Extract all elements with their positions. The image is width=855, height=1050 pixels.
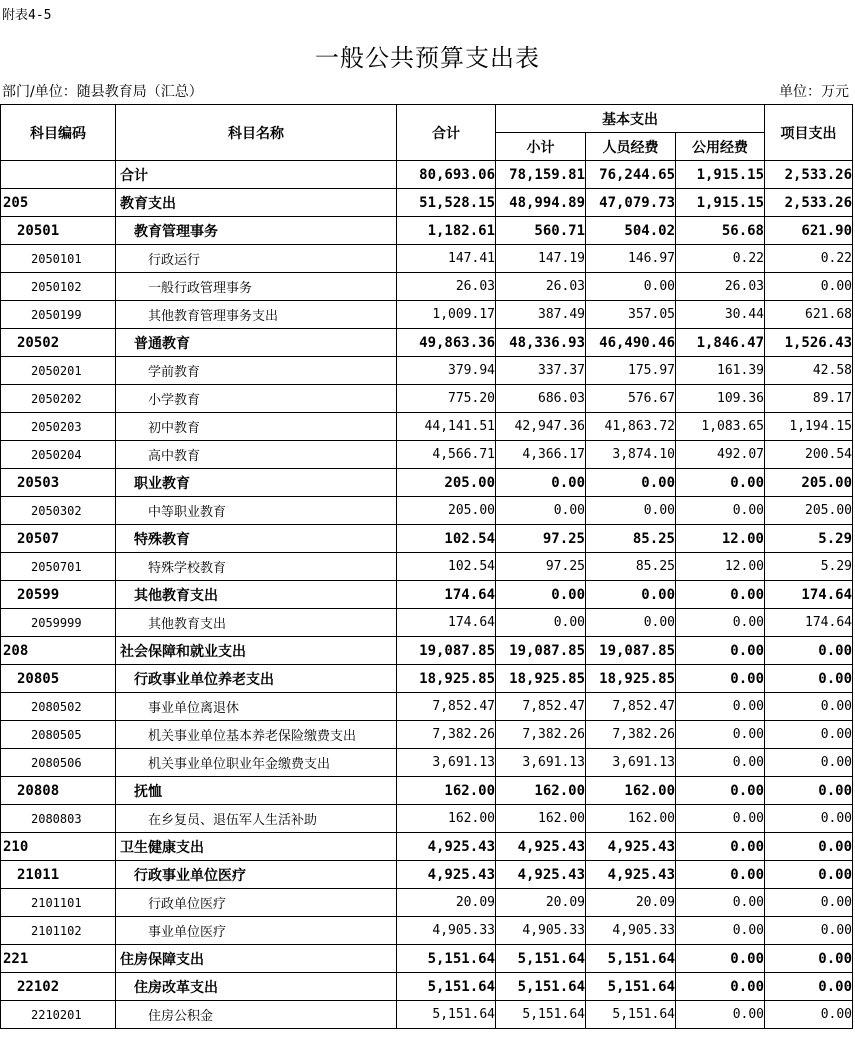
cell-total: 775.20	[397, 385, 496, 413]
cell-project: 1,194.15	[765, 413, 853, 441]
cell-total: 7,382.26	[397, 721, 496, 749]
cell-subtotal: 0.00	[496, 497, 586, 525]
cell-project: 89.17	[765, 385, 853, 413]
cell-public: 30.44	[676, 301, 765, 329]
cell-subtotal: 7,382.26	[496, 721, 586, 749]
table-row	[1, 861, 853, 889]
cell-name: 机关事业单位职业年金缴费支出	[116, 749, 397, 777]
cell-subtotal: 387.49	[496, 301, 586, 329]
cell-name: 其他教育支出	[116, 581, 397, 609]
header-basic: 基本支出	[496, 105, 765, 133]
table-row	[1, 693, 853, 721]
cell-total: 4,925.43	[397, 861, 496, 889]
cell-project: 1,526.43	[765, 329, 853, 357]
cell-subtotal: 0.00	[496, 581, 586, 609]
cell-name: 小学教育	[116, 385, 397, 413]
cell-project: 0.22	[765, 245, 853, 273]
cell-total: 26.03	[397, 273, 496, 301]
cell-subtotal: 97.25	[496, 553, 586, 581]
cell-public: 0.00	[676, 917, 765, 945]
cell-code: 2101102	[1, 917, 116, 945]
cell-total: 7,852.47	[397, 693, 496, 721]
cell-subtotal: 48,336.93	[496, 329, 586, 357]
cell-personnel: 7,852.47	[586, 693, 676, 721]
cell-code: 2210201	[1, 1001, 116, 1029]
cell-total: 162.00	[397, 805, 496, 833]
cell-total: 205.00	[397, 497, 496, 525]
cell-subtotal: 560.71	[496, 217, 586, 245]
cell-personnel: 41,863.72	[586, 413, 676, 441]
cell-code	[1, 161, 116, 189]
cell-public: 109.36	[676, 385, 765, 413]
cell-name: 事业单位离退休	[116, 693, 397, 721]
cell-public: 0.00	[676, 777, 765, 805]
cell-public: 0.00	[676, 637, 765, 665]
cell-code: 2050102	[1, 273, 116, 301]
cell-name: 普通教育	[116, 329, 397, 357]
cell-personnel: 162.00	[586, 805, 676, 833]
cell-personnel: 7,382.26	[586, 721, 676, 749]
cell-total: 51,528.15	[397, 189, 496, 217]
cell-public: 12.00	[676, 525, 765, 553]
cell-project: 0.00	[765, 973, 853, 1001]
cell-project: 174.64	[765, 581, 853, 609]
table-body	[1, 161, 853, 1029]
cell-personnel: 5,151.64	[586, 1001, 676, 1029]
cell-name: 中等职业教育	[116, 497, 397, 525]
cell-public: 1,846.47	[676, 329, 765, 357]
cell-name: 教育管理事务	[116, 217, 397, 245]
header-name: 科目名称	[116, 105, 397, 161]
cell-code: 2059999	[1, 609, 116, 637]
cell-project: 0.00	[765, 945, 853, 973]
table-row	[1, 945, 853, 973]
cell-code: 2101101	[1, 889, 116, 917]
cell-code: 20805	[1, 665, 116, 693]
table-row	[1, 469, 853, 497]
cell-public: 0.00	[676, 497, 765, 525]
cell-personnel: 146.97	[586, 245, 676, 273]
cell-subtotal: 42,947.36	[496, 413, 586, 441]
cell-name: 住房改革支出	[116, 973, 397, 1001]
cell-total: 18,925.85	[397, 665, 496, 693]
cell-total: 1,009.17	[397, 301, 496, 329]
cell-total: 102.54	[397, 525, 496, 553]
cell-public: 0.00	[676, 469, 765, 497]
table-row	[1, 301, 853, 329]
cell-personnel: 0.00	[586, 581, 676, 609]
cell-project: 0.00	[765, 749, 853, 777]
cell-subtotal: 162.00	[496, 805, 586, 833]
cell-public: 0.00	[676, 973, 765, 1001]
cell-subtotal: 147.19	[496, 245, 586, 273]
cell-personnel: 46,490.46	[586, 329, 676, 357]
table-row	[1, 413, 853, 441]
cell-public: 0.00	[676, 665, 765, 693]
cell-code: 2050701	[1, 553, 116, 581]
cell-total: 4,566.71	[397, 441, 496, 469]
cell-personnel: 19,087.85	[586, 637, 676, 665]
page-title: 一般公共预算支出表	[315, 44, 540, 72]
cell-personnel: 175.97	[586, 357, 676, 385]
cell-personnel: 18,925.85	[586, 665, 676, 693]
cell-code: 2080803	[1, 805, 116, 833]
cell-code: 221	[1, 945, 116, 973]
table-number: 附表4-5	[2, 8, 52, 23]
cell-public: 0.00	[676, 721, 765, 749]
table-row	[1, 441, 853, 469]
cell-name: 其他教育管理事务支出	[116, 301, 397, 329]
cell-total: 1,182.61	[397, 217, 496, 245]
cell-subtotal: 4,366.17	[496, 441, 586, 469]
table-row	[1, 609, 853, 637]
cell-name: 机关事业单位基本养老保险缴费支出	[116, 721, 397, 749]
cell-project: 0.00	[765, 637, 853, 665]
cell-name: 教育支出	[116, 189, 397, 217]
cell-project: 0.00	[765, 889, 853, 917]
table-row	[1, 217, 853, 245]
cell-project: 205.00	[765, 497, 853, 525]
cell-total: 4,905.33	[397, 917, 496, 945]
cell-public: 1,083.65	[676, 413, 765, 441]
cell-personnel: 5,151.64	[586, 973, 676, 1001]
cell-name: 高中教育	[116, 441, 397, 469]
table-row	[1, 497, 853, 525]
cell-total: 3,691.13	[397, 749, 496, 777]
department-label: 部门/单位：随县教育局（汇总）	[2, 84, 203, 100]
table-row	[1, 889, 853, 917]
cell-subtotal: 26.03	[496, 273, 586, 301]
cell-subtotal: 97.25	[496, 525, 586, 553]
cell-code: 205	[1, 189, 116, 217]
table-row	[1, 273, 853, 301]
cell-name: 学前教育	[116, 357, 397, 385]
table-row	[1, 245, 853, 273]
cell-subtotal: 5,151.64	[496, 1001, 586, 1029]
cell-personnel: 4,925.43	[586, 833, 676, 861]
cell-subtotal: 5,151.64	[496, 973, 586, 1001]
table-row	[1, 721, 853, 749]
cell-total: 174.64	[397, 609, 496, 637]
cell-public: 0.00	[676, 833, 765, 861]
cell-project: 5.29	[765, 525, 853, 553]
cell-total: 5,151.64	[397, 1001, 496, 1029]
cell-personnel: 4,925.43	[586, 861, 676, 889]
cell-public: 0.00	[676, 609, 765, 637]
cell-code: 21011	[1, 861, 116, 889]
cell-project: 2,533.26	[765, 189, 853, 217]
cell-total: 205.00	[397, 469, 496, 497]
cell-personnel: 5,151.64	[586, 945, 676, 973]
cell-subtotal: 18,925.85	[496, 665, 586, 693]
cell-public: 0.00	[676, 805, 765, 833]
cell-code: 208	[1, 637, 116, 665]
cell-code: 20808	[1, 777, 116, 805]
cell-public: 0.00	[676, 945, 765, 973]
cell-personnel: 85.25	[586, 553, 676, 581]
table-row	[1, 329, 853, 357]
cell-personnel: 20.09	[586, 889, 676, 917]
header-total: 合计	[397, 105, 496, 161]
cell-subtotal: 686.03	[496, 385, 586, 413]
cell-total: 162.00	[397, 777, 496, 805]
header-personnel: 人员经费	[586, 133, 676, 161]
cell-name: 其他教育支出	[116, 609, 397, 637]
cell-name: 住房保障支出	[116, 945, 397, 973]
table-row	[1, 581, 853, 609]
cell-personnel: 76,244.65	[586, 161, 676, 189]
cell-total: 174.64	[397, 581, 496, 609]
header-project: 项目支出	[765, 105, 853, 161]
cell-name: 抚恤	[116, 777, 397, 805]
cell-code: 2050101	[1, 245, 116, 273]
header-code: 科目编码	[1, 105, 116, 161]
cell-public: 0.00	[676, 889, 765, 917]
cell-name: 合计	[116, 161, 397, 189]
cell-subtotal: 4,905.33	[496, 917, 586, 945]
cell-personnel: 47,079.73	[586, 189, 676, 217]
cell-name: 社会保障和就业支出	[116, 637, 397, 665]
cell-project: 5.29	[765, 553, 853, 581]
cell-subtotal: 78,159.81	[496, 161, 586, 189]
cell-code: 2050202	[1, 385, 116, 413]
cell-public: 12.00	[676, 553, 765, 581]
table-row	[1, 833, 853, 861]
cell-project: 0.00	[765, 721, 853, 749]
unit-label: 单位：万元	[779, 84, 849, 100]
cell-project: 42.58	[765, 357, 853, 385]
cell-personnel: 0.00	[586, 273, 676, 301]
cell-personnel: 357.05	[586, 301, 676, 329]
cell-project: 0.00	[765, 665, 853, 693]
cell-total: 49,863.36	[397, 329, 496, 357]
cell-subtotal: 20.09	[496, 889, 586, 917]
cell-total: 20.09	[397, 889, 496, 917]
cell-code: 210	[1, 833, 116, 861]
cell-public: 26.03	[676, 273, 765, 301]
header-public: 公用经费	[676, 133, 765, 161]
table-row	[1, 161, 853, 189]
table-row	[1, 973, 853, 1001]
cell-subtotal: 19,087.85	[496, 637, 586, 665]
cell-personnel: 162.00	[586, 777, 676, 805]
cell-code: 20502	[1, 329, 116, 357]
cell-subtotal: 337.37	[496, 357, 586, 385]
cell-total: 5,151.64	[397, 973, 496, 1001]
cell-personnel: 3,691.13	[586, 749, 676, 777]
cell-project: 0.00	[765, 273, 853, 301]
cell-code: 2050199	[1, 301, 116, 329]
table-row	[1, 525, 853, 553]
cell-public: 492.07	[676, 441, 765, 469]
cell-code: 2080506	[1, 749, 116, 777]
cell-subtotal: 162.00	[496, 777, 586, 805]
cell-public: 0.00	[676, 861, 765, 889]
table-row	[1, 553, 853, 581]
cell-name: 行政事业单位养老支出	[116, 665, 397, 693]
table-row	[1, 357, 853, 385]
cell-personnel: 504.02	[586, 217, 676, 245]
cell-subtotal: 4,925.43	[496, 833, 586, 861]
cell-name: 一般行政管理事务	[116, 273, 397, 301]
cell-code: 20599	[1, 581, 116, 609]
cell-public: 161.39	[676, 357, 765, 385]
cell-project: 2,533.26	[765, 161, 853, 189]
cell-code: 20503	[1, 469, 116, 497]
cell-name: 初中教育	[116, 413, 397, 441]
cell-public: 0.00	[676, 693, 765, 721]
cell-code: 2050204	[1, 441, 116, 469]
table-row	[1, 1001, 853, 1029]
cell-code: 22102	[1, 973, 116, 1001]
cell-project: 0.00	[765, 777, 853, 805]
cell-code: 2050203	[1, 413, 116, 441]
cell-project: 621.68	[765, 301, 853, 329]
cell-project: 0.00	[765, 1001, 853, 1029]
cell-public: 0.00	[676, 749, 765, 777]
table-row	[1, 385, 853, 413]
cell-total: 379.94	[397, 357, 496, 385]
cell-subtotal: 3,691.13	[496, 749, 586, 777]
cell-total: 19,087.85	[397, 637, 496, 665]
cell-total: 102.54	[397, 553, 496, 581]
cell-subtotal: 5,151.64	[496, 945, 586, 973]
cell-name: 行政运行	[116, 245, 397, 273]
cell-personnel: 576.67	[586, 385, 676, 413]
cell-personnel: 0.00	[586, 497, 676, 525]
cell-public: 56.68	[676, 217, 765, 245]
cell-name: 在乡复员、退伍军人生活补助	[116, 805, 397, 833]
cell-personnel: 85.25	[586, 525, 676, 553]
header-subtotal: 小计	[496, 133, 586, 161]
cell-name: 特殊教育	[116, 525, 397, 553]
cell-subtotal: 4,925.43	[496, 861, 586, 889]
cell-name: 行政事业单位医疗	[116, 861, 397, 889]
cell-personnel: 0.00	[586, 469, 676, 497]
cell-name: 住房公积金	[116, 1001, 397, 1029]
table-row	[1, 749, 853, 777]
table-row	[1, 805, 853, 833]
cell-name: 职业教育	[116, 469, 397, 497]
cell-public: 1,915.15	[676, 161, 765, 189]
cell-personnel: 4,905.33	[586, 917, 676, 945]
cell-public: 0.00	[676, 581, 765, 609]
budget-table	[0, 104, 853, 1029]
cell-total: 5,151.64	[397, 945, 496, 973]
cell-name: 事业单位医疗	[116, 917, 397, 945]
cell-total: 44,141.51	[397, 413, 496, 441]
cell-code: 2050302	[1, 497, 116, 525]
cell-code: 2050201	[1, 357, 116, 385]
cell-code: 2080505	[1, 721, 116, 749]
cell-project: 0.00	[765, 833, 853, 861]
cell-subtotal: 48,994.89	[496, 189, 586, 217]
cell-public: 0.00	[676, 1001, 765, 1029]
cell-subtotal: 0.00	[496, 469, 586, 497]
cell-personnel: 0.00	[586, 609, 676, 637]
cell-code: 20501	[1, 217, 116, 245]
cell-personnel: 3,874.10	[586, 441, 676, 469]
cell-project: 0.00	[765, 693, 853, 721]
cell-total: 4,925.43	[397, 833, 496, 861]
table-row	[1, 189, 853, 217]
cell-name: 特殊学校教育	[116, 553, 397, 581]
cell-subtotal: 7,852.47	[496, 693, 586, 721]
table-row	[1, 777, 853, 805]
cell-code: 2080502	[1, 693, 116, 721]
cell-public: 0.22	[676, 245, 765, 273]
table-row	[1, 917, 853, 945]
cell-project: 0.00	[765, 917, 853, 945]
cell-project: 200.54	[765, 441, 853, 469]
cell-total: 147.41	[397, 245, 496, 273]
cell-project: 0.00	[765, 805, 853, 833]
table-row	[1, 637, 853, 665]
table-row	[1, 665, 853, 693]
cell-name: 行政单位医疗	[116, 889, 397, 917]
cell-project: 621.90	[765, 217, 853, 245]
cell-subtotal: 0.00	[496, 609, 586, 637]
cell-total: 80,693.06	[397, 161, 496, 189]
cell-project: 0.00	[765, 861, 853, 889]
cell-code: 20507	[1, 525, 116, 553]
cell-public: 1,915.15	[676, 189, 765, 217]
cell-name: 卫生健康支出	[116, 833, 397, 861]
cell-project: 174.64	[765, 609, 853, 637]
cell-project: 205.00	[765, 469, 853, 497]
